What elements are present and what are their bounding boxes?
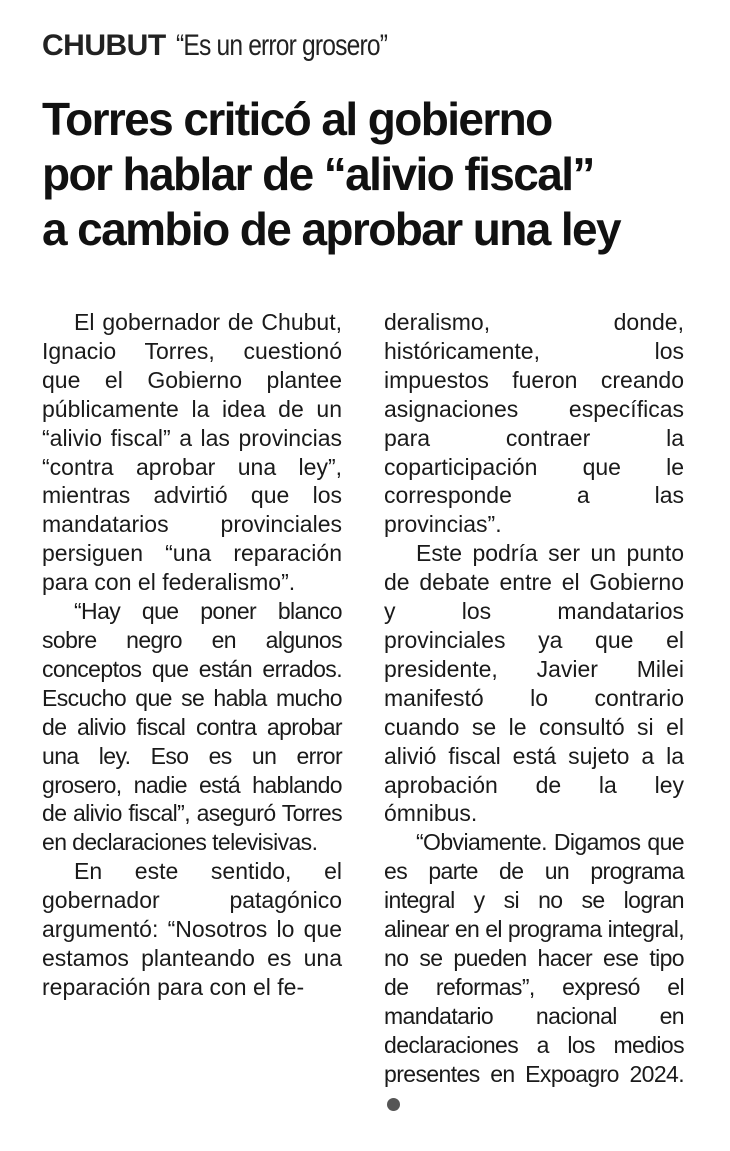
kicker (42, 26, 433, 66)
section-label: CHUBUT (42, 29, 166, 62)
end-of-article-dot-icon (387, 1098, 400, 1111)
kicker-quote: “Es un error grosero” (176, 29, 388, 62)
headline-line-1: Torres criticó al gobierno (42, 93, 552, 145)
paragraph-final-text: “Obviamente. Digamos que es parte de un programa integral y si no se logran alinear en el programa integral, no se pueden hacer ese tipo de reformas”, expresó el mandatario nacional en declaraciones a los medios presentes en Expoagro 2024. (384, 829, 684, 1087)
paragraph-final (384, 828, 684, 1117)
article-column-right (384, 308, 684, 1117)
paragraph: Este podría ser un punto de debate entre el Gobierno y los mandatarios provinciales ya que el presidente, Javier Milei manifestó lo contrario cuando se le consultó si el alivió fiscal está sujeto a la aprobación de la ley ómnibus. (384, 540, 684, 827)
headline-line-3: a cambio de aprobar una ley (42, 203, 621, 255)
article-column-left (42, 308, 342, 1002)
headline (42, 92, 692, 257)
paragraph: deralismo, donde, históricamente, los impuestos fueron creando asignaciones específicas para contraer la coparticipación que le corresponde a las provincias”. (384, 309, 684, 538)
paragraph: “Hay que poner blanco sobre negro en algunos conceptos que están errados. Escucho que se habla mucho de alivio fiscal contra aprobar una ley. Eso es un error grosero, nadie está hablando de alivio fiscal”, aseguró Torres en declaraciones televisivas. (42, 598, 342, 856)
paragraph: En este sentido, el gobernador patagónico argumentó: “Nosotros lo que estamos planteando es una reparación para con el fe- (42, 858, 342, 1000)
paragraph: El gobernador de Chubut, Ignacio Torres, cuestionó que el Gobierno plantee públicamente la idea de un “alivio fiscal” a las provincias “contra aprobar una ley”, mientras advirtió que los mandatarios provinciales persiguen “una reparación para con el federalismo”. (42, 309, 342, 596)
headline-line-2: por hablar de “alivio fiscal” (42, 148, 594, 200)
